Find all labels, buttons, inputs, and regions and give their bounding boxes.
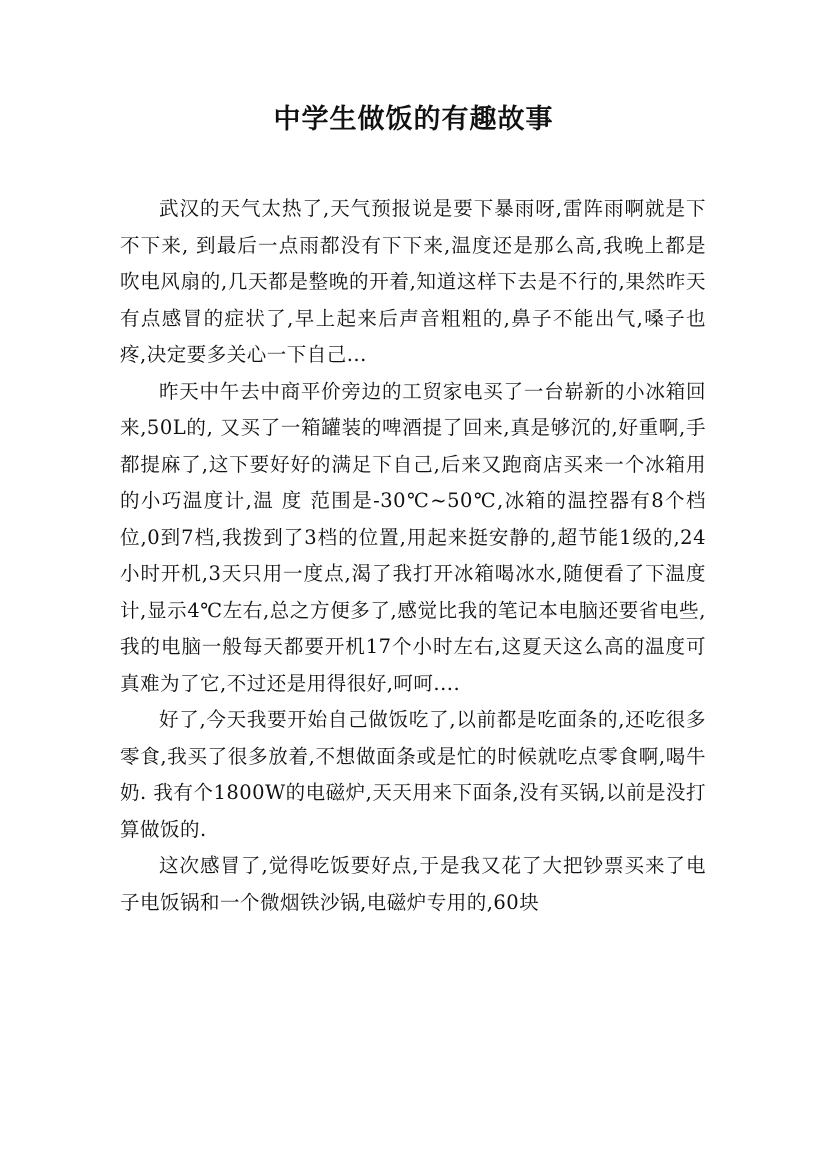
document-title: 中学生做饭的有趣故事	[273, 104, 554, 135]
paragraph-weather: 武汉的天气太热了,天气预报说是要下暴雨呀,雷阵雨啊就是下不下来, 到最后一点雨都没有下下来,温度还是那么高,我晚上都是吹电风扇的,几天都是整晚的开着,知道这样下去是不行的,果然昨天有点感冒的症状了,早上起来后声音粗粗的,鼻子不能出气,嗓子也疼,决定要多关心一下自己...	[120, 197, 706, 366]
paragraph-fridge: 昨天中午去中商平价旁边的工贸家电买了一台崭新的小冰箱回来,50L的, 又买了一箱罐装的啤酒提了回来,真是够沉的,好重啊,手都提麻了,这下要好好的满足下自己,后来又跑商店买来一个冰箱用的小巧温度计,温 度 范围是-30℃~50℃,冰箱的温控器有8个档位,0到7档,我拨到了3档的位置,用起来挺安静的,超节能1级的,24小时开机,3天只用一度点,渴了我打开冰箱喝冰水,随便看了下温度计,显示4℃左右,总之方便多了,感觉比我的笔记本电脑还要省电些,我的电脑一般每天都要开机17个小时左右,这夏天这么高的温度可真难为了它,不过还是用得很好,呵呵....	[120, 379, 706, 695]
paragraph-cooking: 好了,今天我要开始自己做饭吃了,以前都是吃面条的,还吃很多零食,我买了很多放着,不想做面条或是忙的时候就吃点零食啊,喝牛奶. 我有个1800W的电磁炉,天天用来下面条,没有买锅,以前是没打算做饭的.	[120, 708, 706, 841]
document-body	[120, 191, 706, 921]
paragraph-cold: 这次感冒了,觉得吃饭要好点,于是我又花了大把钞票买来了电子电饭锅和一个微烟铁沙锅,电磁炉专用的,60块	[120, 854, 706, 914]
